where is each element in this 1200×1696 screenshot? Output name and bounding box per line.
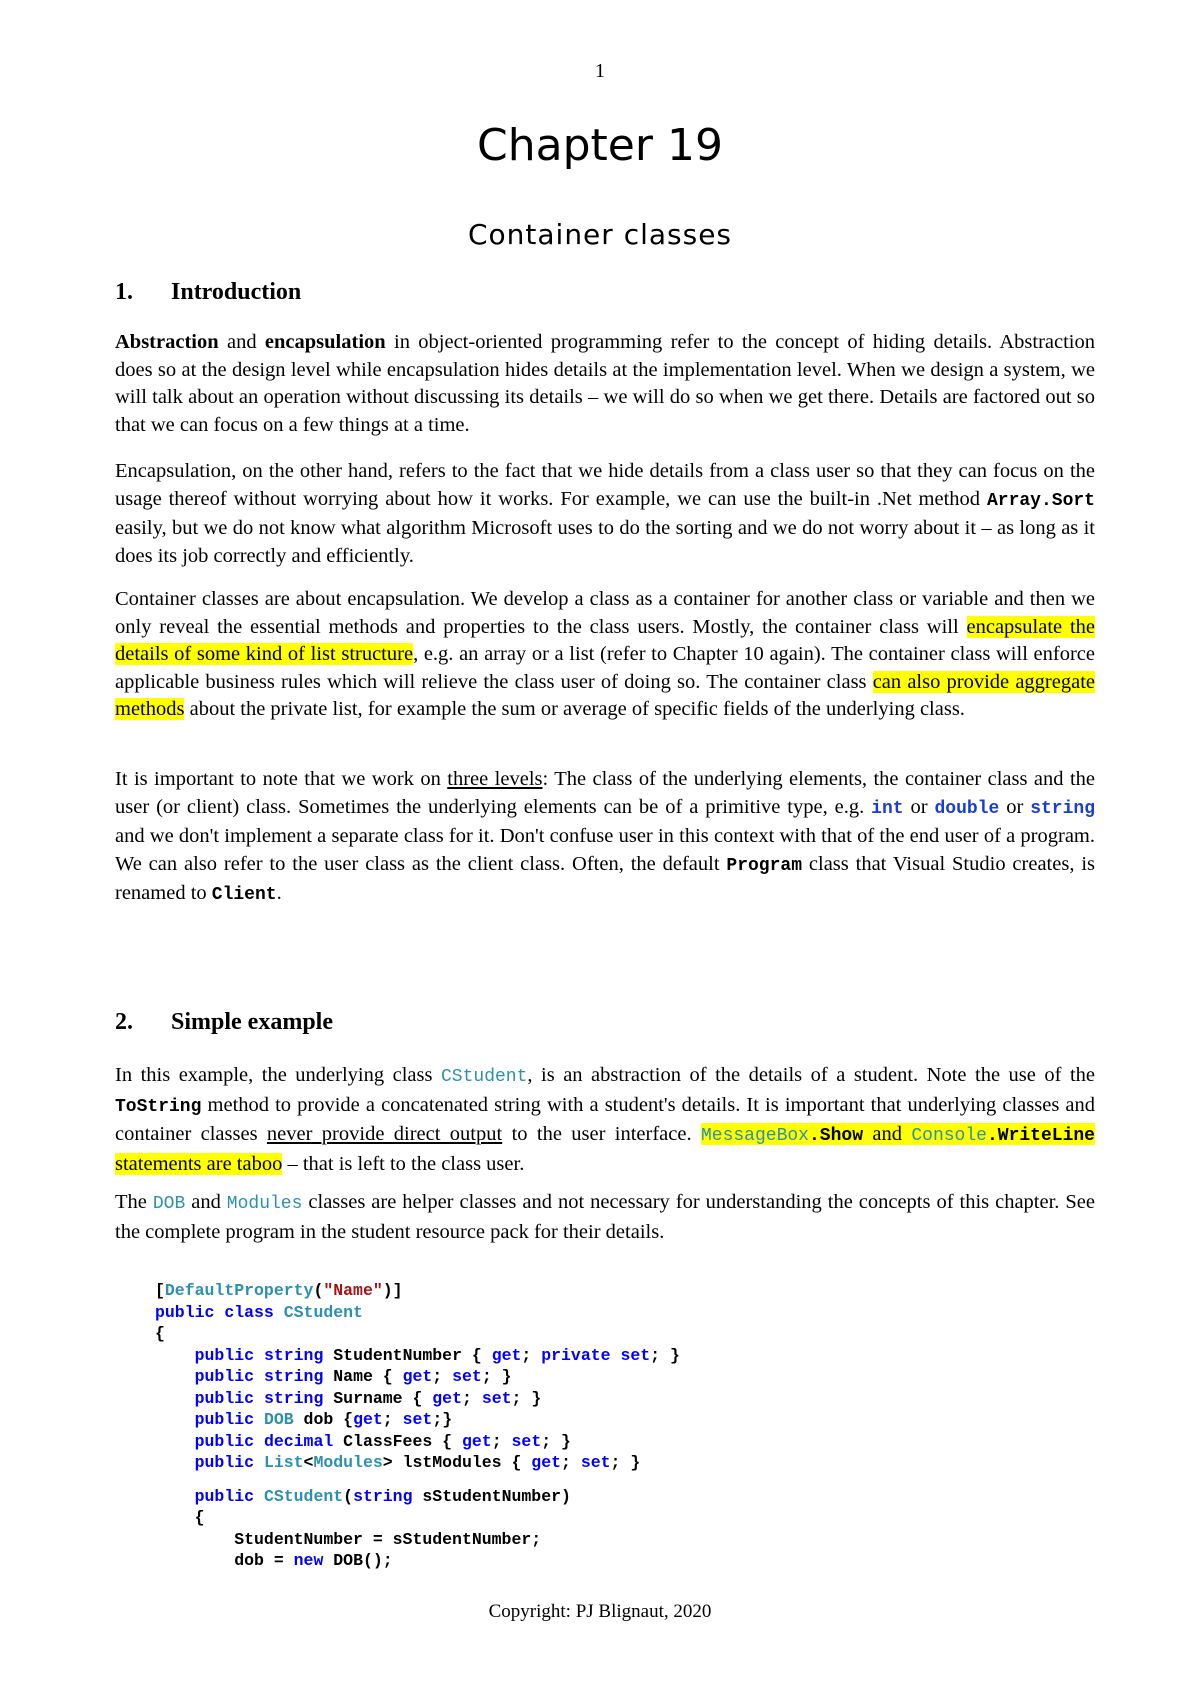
code-line: public string StudentNumber { get; private set; } (194, 1345, 680, 1365)
code-tostring: ToString (115, 1096, 202, 1117)
text: – that is left to the class user. (282, 1152, 525, 1175)
paragraph-container-classes (115, 586, 1095, 724)
code-token: public (194, 1431, 255, 1451)
page-footer: Copyright: PJ Blignaut, 2020 (488, 1601, 712, 1622)
code-token: List (263, 1453, 304, 1472)
code-token: private (541, 1345, 611, 1365)
page-number: 1 (595, 60, 605, 82)
code-token: set (402, 1410, 433, 1429)
code-token: get (353, 1410, 383, 1429)
code-line (155, 1323, 1055, 1345)
code-dob: DOB (152, 1194, 186, 1214)
keyword-double: double (934, 798, 1000, 819)
code-token: get (491, 1345, 522, 1365)
code-token: set (511, 1431, 542, 1451)
text: , is an abstraction of the details of a student. Note the use of the (527, 1064, 1096, 1086)
text: to the user interface. (502, 1123, 701, 1145)
term-encapsulation: encapsulation (264, 331, 386, 353)
code-token: string (353, 1486, 413, 1506)
code-token: set (452, 1367, 482, 1386)
code-token: set (620, 1345, 651, 1365)
code-cstudent: CStudent (440, 1067, 528, 1087)
text: , e.g. an array or a list (refer to Chapter 10 again). The container class will enforce applicable business rules which will relieve the class user of doing so. The container class (115, 643, 1095, 693)
code-token: Surname { (323, 1388, 433, 1408)
code-token: StudentNumber { (323, 1345, 492, 1365)
code-token: public (155, 1302, 215, 1322)
code-token: { (155, 1324, 165, 1343)
text: and we don't implement a separate class for it. Don't confuse user in this context with that of the end user of a program. We can also refer to the user class as the client class. Often, the default (115, 825, 1095, 875)
code-token: StudentNumber = sStudentNumber; (234, 1529, 542, 1549)
code-token: dob { (293, 1410, 354, 1429)
section-title: Simple example (171, 1009, 333, 1035)
code-line (155, 1280, 1055, 1302)
code-token: Name { (323, 1367, 403, 1386)
highlight-list-structure: encapsulate the details of some kind of list structure (115, 615, 1095, 665)
code-line: public DOB dob {get; set;} (194, 1410, 453, 1429)
code-token: "Name" (323, 1281, 383, 1300)
code-program: Program (726, 855, 803, 876)
code-line: public string Name { get; set; } (194, 1367, 512, 1386)
text: about the private list, for example the sum or average of specific fields of the underlying class. (184, 698, 965, 720)
code-line (155, 1302, 1055, 1324)
code-line: public CStudent(string sStudentNumber) (194, 1486, 571, 1506)
paragraph-helper-classes (115, 1189, 1095, 1246)
code-token: DOB (263, 1410, 294, 1429)
code-line (155, 1507, 1055, 1529)
code-token: get (531, 1453, 562, 1472)
code-token: sStudentNumber) (412, 1486, 571, 1506)
code-token: CStudent (283, 1302, 363, 1322)
code-client: Client (211, 885, 277, 905)
text: It is important to note that we work on (115, 768, 448, 790)
code-token: DOB(); (323, 1551, 393, 1570)
underline-three-levels: three levels (447, 768, 543, 790)
code-token: new (293, 1551, 324, 1570)
code-token: set (580, 1453, 611, 1472)
paragraph-three-levels (115, 766, 1095, 910)
chapter-subtitle: Container classes (467, 218, 733, 251)
section-heading-introduction (115, 279, 301, 306)
text: In this example, the underlying class (115, 1064, 441, 1086)
code-token: get (461, 1431, 492, 1451)
code-token: string (263, 1367, 324, 1386)
highlight-aggregate-methods: can also provide aggregate methods (115, 670, 1095, 720)
underline-never-direct-output: never provide direct output (266, 1123, 503, 1145)
text: in object-oriented programming refer to the concept of hiding details. Abstraction does so at the design level while encapsulation hides details at the implementation level. When we design a system, we will talk about an operation without discussing its details – we will do so when we get there. Details are factored out so that we can focus on a few things at a time. (115, 331, 1095, 436)
paragraph-cstudent (115, 1062, 1095, 1178)
code-token: dob = (234, 1551, 294, 1570)
code-token: CStudent (263, 1486, 344, 1506)
chapter-title: Chapter 19 (477, 120, 723, 171)
code-line (155, 1550, 1055, 1572)
code-token: ( (313, 1281, 324, 1300)
code-token: public (194, 1410, 255, 1429)
code-token: string (263, 1345, 324, 1365)
code-console: Console (911, 1126, 987, 1146)
code-token: decimal (263, 1431, 334, 1451)
text: Container classes are about encapsulation. We develop a class as a container for another class or variable and then we only reveal the essential methods and properties to the class users. Mostly, the container class will (115, 588, 1095, 638)
text: and (218, 331, 265, 353)
code-token: class (224, 1302, 274, 1322)
code-token: get (432, 1388, 462, 1408)
text: class that Visual Studio creates, is renamed to (115, 852, 1096, 904)
code-token: DefaultProperty (164, 1281, 314, 1300)
section-title: Introduction (171, 279, 302, 305)
code-token: public (194, 1486, 255, 1506)
code-messagebox: MessageBox (700, 1126, 809, 1146)
section-heading-simple-example (115, 1009, 333, 1036)
text: or (999, 795, 1031, 818)
text: : The class of the underlying elements, the container class and the user (or client) class. Sometimes the underlying elements can be of a primitive type, e.g. (115, 768, 1095, 818)
code-token: public (194, 1345, 255, 1365)
keyword-string: string (1030, 798, 1096, 819)
code-token: public (194, 1367, 255, 1386)
code-spacer (155, 1474, 1055, 1486)
text: statements are taboo (115, 1152, 283, 1175)
text: The (115, 1191, 153, 1213)
text: or (903, 795, 935, 818)
section-number: 2. (115, 1009, 133, 1035)
code-token: Modules (313, 1453, 383, 1472)
code-token: public (194, 1453, 255, 1472)
code-token: ClassFees { (333, 1431, 462, 1451)
code-token: public (194, 1388, 255, 1408)
code-token: get (402, 1367, 433, 1386)
code-array-sort: Array.Sort (986, 490, 1095, 511)
code-token: [ (155, 1281, 165, 1300)
text: classes are helper classes and not necessary for understanding the concepts of this chapter. See the complete program in the student resource pack for their details. (115, 1191, 1095, 1243)
text: and (863, 1123, 912, 1145)
code-line: public List<Modules> lstModules { get; set; } (194, 1453, 641, 1472)
code-line: public decimal ClassFees { get; set; } (194, 1431, 571, 1451)
code-token: { (194, 1508, 205, 1527)
code-token: )] (382, 1281, 403, 1300)
text: method to provide a concatenated string with a student's details. It is important that underlying classes and container classes (115, 1093, 1095, 1145)
code-show: .Show (809, 1126, 864, 1146)
text: and (185, 1191, 227, 1213)
text: . (276, 882, 282, 904)
text: easily, but we do not know what algorithm Microsoft uses to do the sorting and we do not worry about it – as long as it does its job correctly and efficiently. (115, 517, 1095, 567)
code-writeline: .WriteLine (986, 1126, 1095, 1146)
paragraph-encapsulation (115, 458, 1095, 570)
code-token: string (263, 1388, 324, 1408)
keyword-int: int (871, 798, 904, 819)
text: Encapsulation, on the other hand, refers to the fact that we hide details from a class user so that they can focus on the usage thereof without worrying about how it works. For example, we can use the built-in .Net method (115, 460, 1095, 510)
code-token: > lstModules { (382, 1453, 532, 1472)
code-token: set (481, 1388, 512, 1408)
code-line: public string Surname { get; set; } (194, 1388, 542, 1408)
paragraph-abstraction (115, 329, 1095, 439)
code-listing (155, 1280, 1055, 1572)
section-number: 1. (115, 279, 133, 305)
code-modules: Modules (226, 1194, 303, 1214)
term-abstraction: Abstraction (115, 331, 219, 353)
code-line (155, 1529, 1055, 1551)
